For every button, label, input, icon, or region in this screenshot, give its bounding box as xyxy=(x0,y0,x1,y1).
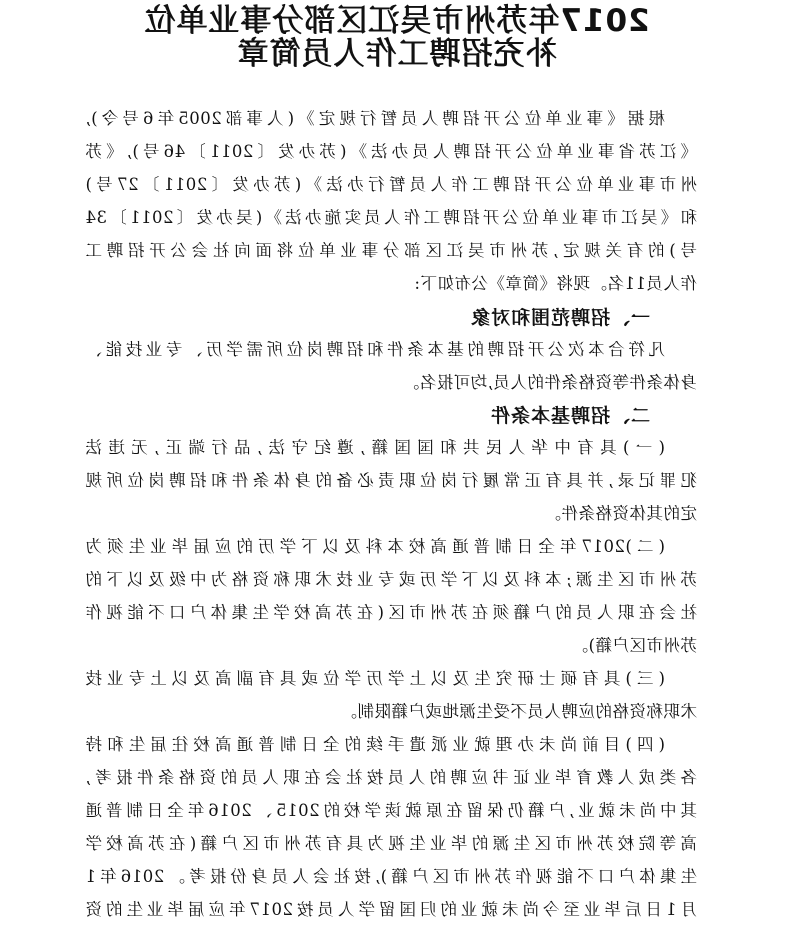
paragraph-line: 《江苏省事业单位公开招聘人员办法》(苏办发〔2011〕46号),《苏 xyxy=(85,142,697,161)
paragraph-line: 凡符合本次公开招聘的基本条件和招聘岗位所需学历、专业技能、 xyxy=(85,340,665,359)
paragraph-line: 苏州市区户籍)。 xyxy=(571,636,697,655)
document-title-line-2: 补充招聘工作人员简章 xyxy=(236,36,557,72)
paragraph-line: 根据《事业单位公开招聘人员暂行规定》(人事部2005年6号令), xyxy=(85,109,665,128)
paragraph-line: 各类成人教育毕业证书应聘的人员按社会在职人员的资格条件报考, xyxy=(85,768,697,787)
section-heading: 二、招聘基本条件 xyxy=(489,405,650,427)
paragraph-line: 苏州市区生源;本科及以下学历或专业技术职称资格为中级及以下的 xyxy=(85,570,697,589)
document-title-line-1: 2017年苏州市吴江区部分事业单位 xyxy=(143,3,650,39)
paragraph-line: (二)2017年全日制普通高校本科及以下学历的应届毕业生须为 xyxy=(85,537,665,556)
paragraph-line: 月1日后毕业至今尚未就业的归国留学人员按2017年应届毕业生的资 xyxy=(85,900,697,919)
paragraph-line: 其中尚未就业,户籍仍保留在原就读学校的2015、2016年全日制普通 xyxy=(85,801,697,820)
paragraph-line: 犯罪记录,并具有正常履行岗位职责必备的身体条件和招聘岗位所规 xyxy=(85,471,697,490)
paragraph-line: 号)的有关规定,苏州市吴江区部分事业单位将面向社会公开招聘工 xyxy=(85,241,697,260)
section-heading: 一、招聘范围和对象 xyxy=(469,307,650,329)
paragraph-line: 和《吴江市事业单位公开招聘工作人员实施办法》(吴办发〔2011〕34 xyxy=(85,208,697,227)
paragraph-line: 社会在职人员的户籍须在苏州市区(在苏高校学生集体户口不能视作 xyxy=(85,603,697,622)
paragraph-line: (一)具有中华人民共和国国籍,遵纪守法,品行端正,无违法 xyxy=(85,438,665,457)
paragraph-line: (三)具有硕士研究生及以上学历学位或具有副高及以上专业技 xyxy=(85,669,665,688)
paragraph-line: 定的其体资格条件。 xyxy=(544,504,697,523)
paragraph-line: 作人员11名。现将《简章》公布如下: xyxy=(413,274,697,293)
paragraph-line: 州市事业单位公开招聘工作人员暂行办法》(苏办发〔2011〕27号) xyxy=(85,175,697,194)
paragraph-line: (四)目前尚未办理就业派遣手续的全日制普通高校往届生和持 xyxy=(85,735,665,754)
paragraph-line: 术职称资格的应聘人员不受生源地或户籍限制。 xyxy=(340,702,697,721)
paragraph-line: 身体条件等资格条件的人员,均可报名。 xyxy=(402,373,697,392)
paragraph-line: 高等院校苏州市区生源的毕业生视为具有苏州市区户籍(在苏高校学 xyxy=(85,834,697,853)
paragraph-line: 生集体户口不能视作苏州市区户籍),按社会人员身份报考。2016年1 xyxy=(85,867,697,886)
